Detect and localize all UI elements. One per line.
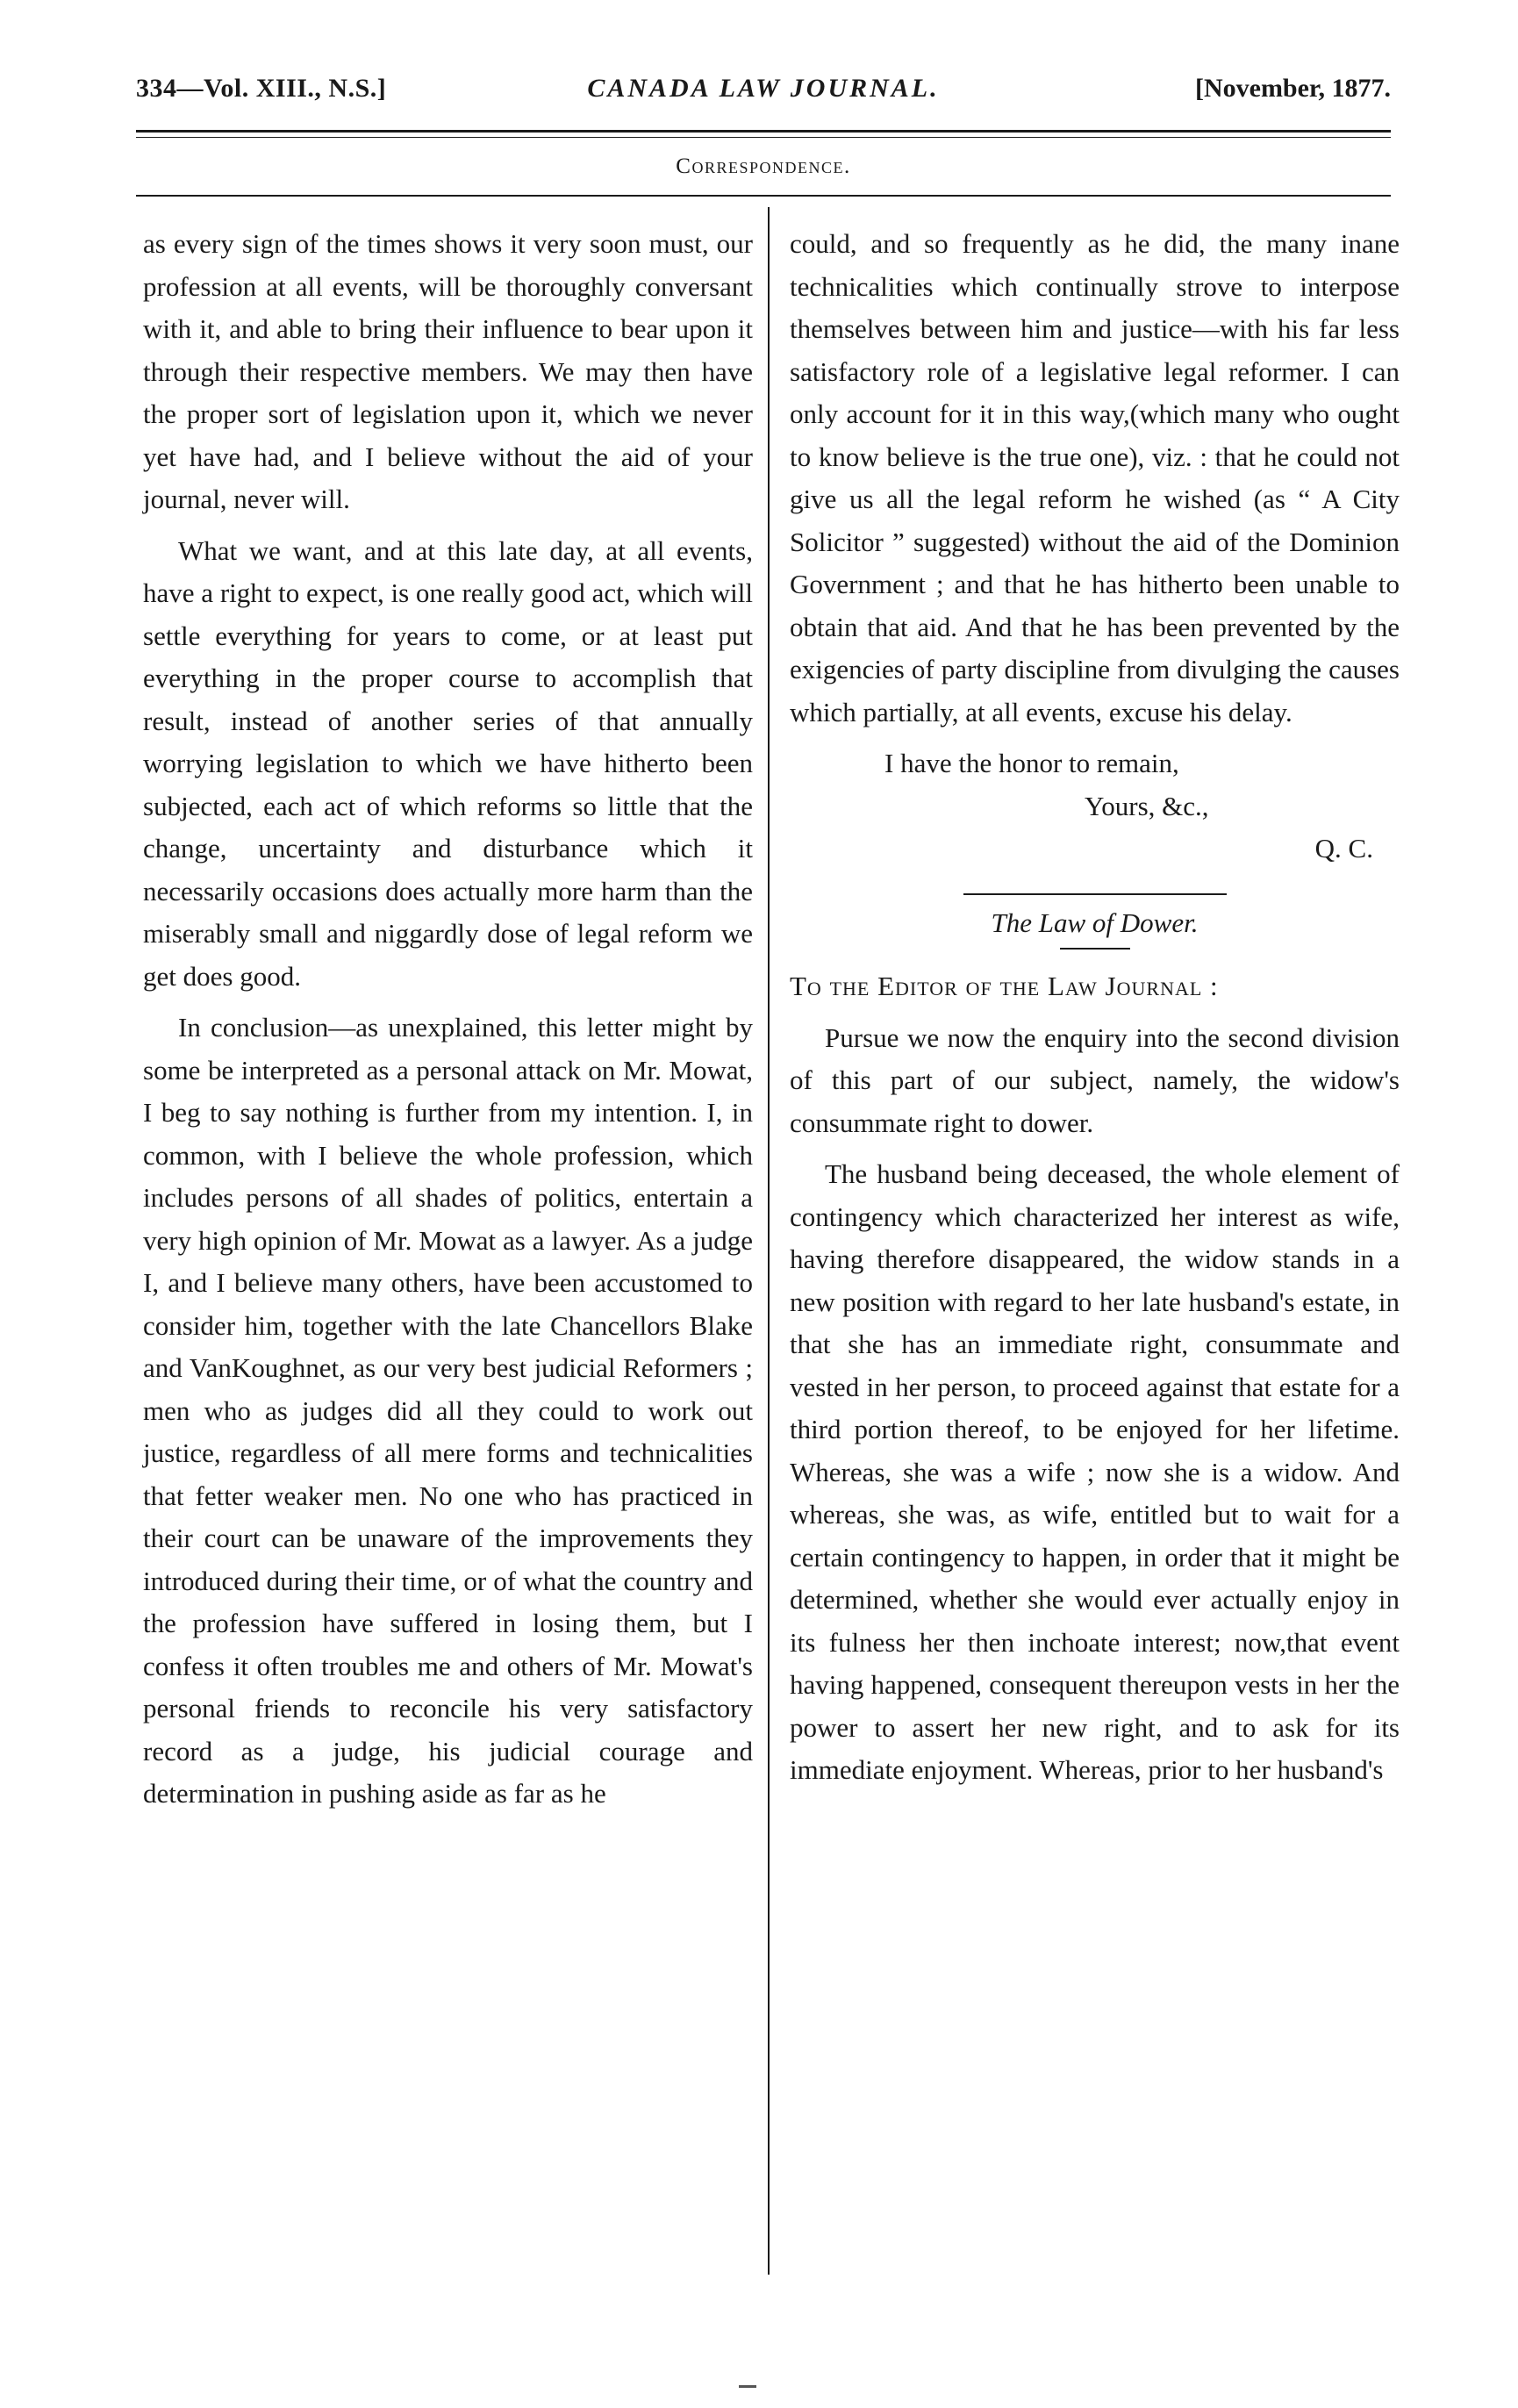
- issue-date: [November, 1877.: [1194, 74, 1391, 103]
- letter-paragraph: In conclusion—as unexplained, this letter might by some be interpreted as a personal attack on Mr. Mowat, I beg to say nothing is further from my intention. I, in common, with I believe the whole profession, which includes persons of all shades of politics, entertain a very high opinion of Mr. Mowat as a lawyer. As a judge I, and I believe many others, have been accustomed to consider him, together with the late Chancellors Blake and VanKoughnet, as our very best judicial Reformers ; men who as judges did all they could to work out justice, regardless of all mere forms and technicalities that fetter weaker men. No one who has practiced in their court can be unaware of the improvements they introduced during their time, or of what the country and the profession have suffered in losing them, but I confess it often troubles me and others of Mr. Mowat's personal friends to reconcile his very satisfactory record as a judge, his judicial courage and determination in pushing aside as far as he: [143, 1012, 753, 1809]
- volume-label: 334—Vol. XIII., N.S.]: [136, 74, 387, 103]
- article-title: The Law of Dower.: [991, 907, 1199, 938]
- closing-line: I have the honor to remain,: [884, 748, 1179, 778]
- letter-paragraph: could, and so frequently as he did, the many inane technicalities which continually strove to interpose themselves between him and justice—with his far less satisfactory role of a legislative legal reformer. I can only account for it in this way,(which many who ought to know believe is the true one), viz. : that he could not give us all the legal reform he wished (as “ A City Solicitor ” suggested) without the aid of the Dominion Government ; and that he has hitherto been unable to obtain that aid. And that he has been prevented by the exigencies of party discipline from divulging the causes which partially, at all events, excuse his delay.: [790, 228, 1400, 727]
- article-paragraph: Pursue we now the enquiry into the second division of this part of our subject, namely, the widow's consummate right to dower.: [790, 1021, 1400, 1138]
- title-underline: [1060, 948, 1130, 950]
- closing-line: Yours, &c.,: [1085, 790, 1209, 821]
- column-divider: [768, 207, 770, 2275]
- article-divider: [963, 893, 1227, 895]
- left-column: [143, 223, 753, 1824]
- page-mark: [739, 2385, 756, 2388]
- section-title: Correspondence.: [676, 154, 851, 178]
- running-header: [136, 74, 1391, 118]
- letter-paragraph: What we want, and at this late day, at all events, have a right to expect, is one really good act, which will settle everything for years to come, or at least put everything in the proper course to accomplish that result, instead of another series of that annually worrying legislation to which we have hitherto been subjected, each act of which reforms so little that the change, uncertainty and disturbance which it necessarily occasions does actually more harm than the miserably small and niggardly dose of legal reform we get does good.: [143, 534, 753, 992]
- signature: Q. C.: [1314, 833, 1373, 864]
- journal-title: CANADA LAW JOURNAL.: [587, 74, 940, 103]
- header-rule-bottom: [136, 137, 1391, 138]
- salutation: To the Editor of the Law Journal :: [790, 971, 1219, 1001]
- article-paragraph: The husband being deceased, the whole element of contingency which characterized her interest as wife, having therefore disappeared, the widow stands in a new position with regard to her late husband's estate, in that she has an immediate right, consummate and vested in her person, to proceed against that estate for a third portion thereof, to be enjoyed for her lifetime. Whereas, she was a wife ; now she is a widow. And whereas, she was, as wife, entitled but to wait for a certain contingency to happen, in order that it might be determined, whether she would ever actually enjoy in its fulness her then inchoate interest; now,that event having happened, consequent thereupon vests in her the power to assert her new right, and to ask for its immediate enjoyment. Whereas, prior to her husband's: [790, 1158, 1400, 1785]
- right-column: [790, 223, 1400, 1801]
- section-rule: [136, 195, 1391, 197]
- header-rule-top: [136, 130, 1391, 133]
- letter-paragraph: as every sign of the times shows it very soon must, our profession at all events, will be thoroughly conversant with it, and able to bring their influence to bear upon it through their respective members. We may then have the proper sort of legislation upon it, which we never yet have had, and I believe without the aid of your journal, never will.: [143, 228, 753, 514]
- letter-closing: [790, 742, 1400, 871]
